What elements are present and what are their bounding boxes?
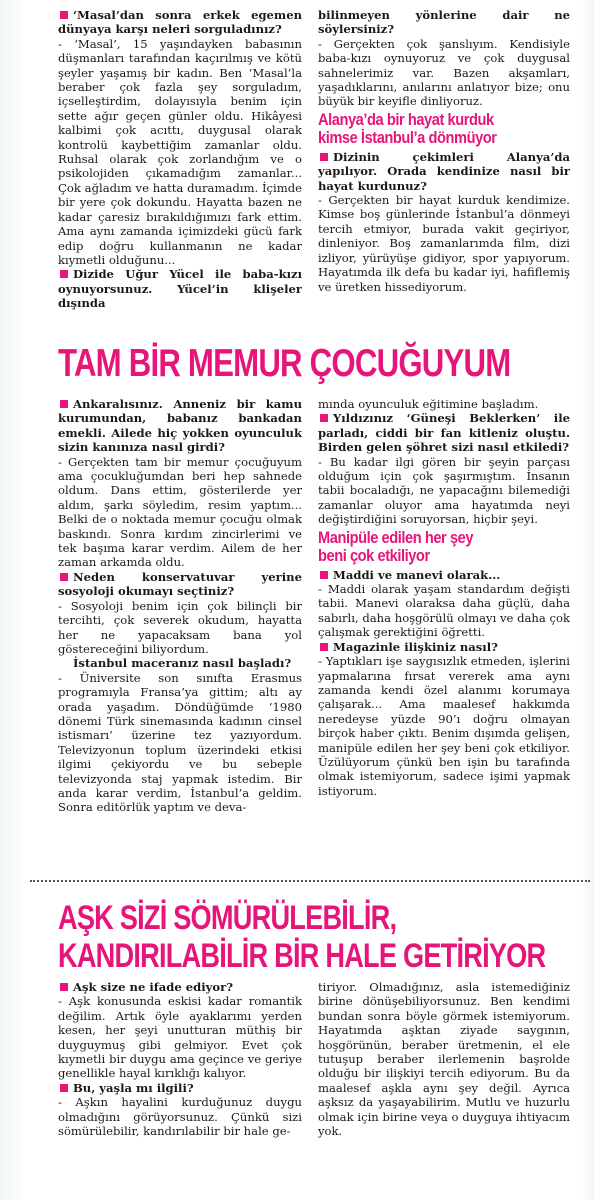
interview-answer: - Gerçekten çok şanslıyım. Kendisiyle baba-kızı oynuyoruz ve çok duygusal sahnelerimiz var. Bazen akşamları, yaşadıklarını, anılarını anlatıyor bize; onu büyük bir keyifle dinliyoruz. xyxy=(318,36,570,109)
interview-answer: - Maddi olarak yaşam standardım değişti tabii. Manevi olaraksa daha güçlü, daha sabırlı, daha hoşgörülü olmayı ve daha çok çalışmak gerektiğini öğretti. xyxy=(318,582,570,640)
headline-memur-cocugu: TAM BİR MEMUR ÇOCUĞUYUM xyxy=(58,342,511,385)
interview-question: Dizinin çekimleri Alanya’da yapılıyor. Orada kendinize nasıl bir hayat kurdunuz? xyxy=(318,149,570,193)
section-divider-dotted xyxy=(30,880,590,882)
subheading: Manipüle edilen her şey xyxy=(318,527,474,547)
interview-question: Yıldızınız ‘Güneşi Beklerken’ ile parladı, ciddi bir fan kitleniz oluştu. Birden gelen şöhret sizi nasıl etkiledi? xyxy=(318,411,570,455)
subheading: beni çok etkiliyor xyxy=(318,545,430,565)
interview-question: İstanbul maceranız nasıl başladı? xyxy=(73,656,292,671)
interview-question: Aşk size ne ifade ediyor? xyxy=(58,980,302,994)
section2-left-column xyxy=(58,397,302,877)
headline-ask-line-1: AŞK SİZİ SÖMÜRÜLEBİLİR, xyxy=(58,899,397,937)
interview-answer: - Üniversite son sınıfta Erasmus programıyla Fransa’ya gittim; altı ay orada yaşadım. Döndüğümde ‘1980 dönemi Türk sinemasında kadının cinsel istismarı’ üzerine tez yazıyordum. Televizyonun toplum üzerindeki etkisi ilgimi çekiyordu ve bu sebeple televizyonda staj yapmak istedim. Bir anda karar verdim, İstanbul’a geldim. Sonra editörlük yaptım ve deva- xyxy=(58,670,302,815)
interview-answer: - Gerçekten tam bir memur çocuğuyum ama çocukluğumdan beri hep sahnede oldum. Dans ettim, gösterilerde yer aldım, şarkı söyledim, resim yaptım... Belki de o noktada memur çocuğu olmak baskındı. Sonra kırdım zincirlerimi ve tek başıma karar verdim. Ailem de her zaman arkamda oldu. xyxy=(58,454,302,570)
interview-question: Ankaralısınız. Anneniz bir kamu kurumundan, babanız bankadan emekli. Ailede hiç yokken oyunculuk sizin kanınıza nasıl girdi? xyxy=(58,397,302,455)
interview-question: Magazinle ilişkiniz nasıl? xyxy=(318,640,570,654)
headline-ask-line-2: KANDIRILABİLİR BİR HALE GETİRİYOR xyxy=(58,937,546,975)
interview-answer: - Gerçekten bir hayat kurduk kendimize. Kimse boş günlerinde İstanbul’a dönmeyi tercih etmiyor, burada vakit geçiriyor, dinleniyor. Boş zamanlarımda film, dizi izliyor, yürüyüşe gidiyor, spor yapıyorum. Hayatımda ilk defa bu kadar iyi, hafiflemiş ve üretken hissediyorum. xyxy=(318,193,570,294)
interview-answer: - Aşkın hayalini kurduğunuz duygu olmadığını görüyorsunuz. Çünkü sizi sömürülebilir, kandırılabilir bir hale ge- xyxy=(58,1095,302,1139)
interview-question: ‘Masal’dan sonra erkek egemen dünyaya karşı neleri sorguladınız? xyxy=(58,8,302,37)
interview-question: bilinmeyen yönlerine dair ne söylersiniz? xyxy=(318,8,570,37)
subheading: Alanya’da bir hayat kurduk xyxy=(318,109,494,129)
interview-question: Neden konservatuvar yerine sosyoloji okumayı seçtiniz? xyxy=(58,569,302,599)
interview-answer: - Aşk konusunda eskisi kadar romantik değilim. Artık öyle ayaklarımı yerden kesen, her şeyi unutturan müthiş bir duyguymuş gibi gelmiyor. Evet çok kıymetli bir duygu ama geçince ve geriye genellikle hayal kırıklığı kalıyor. xyxy=(58,994,302,1081)
interview-question: Maddi ve manevi olarak... xyxy=(318,568,570,582)
interview-answer: - ‘Masal’, 15 yaşındayken babasının düşmanları tarafından kaçırılmış ve kötü şeyler yaşamış bir kadın. Ben ‘Masal’la beraber çok fazla şey sorguladım, içselleştirdim, dolayısıyla benim için sette ağır geçen günler oldu. Hikâyesi kalbimi çok acıttı, duygusal olarak kontrolü kaybettiğim zamanlar oldu. Ruhsal olarak çok zorlandığım ve o psikolojiden çıkamadığım zamanlar... Çok ağladım ve hatta duramadım. İçimde bir yere çok dokundu. Hayatta bazen ne kadar çaresiz bırakıldığımızı fark ettim. Ama aynı zamanda içimizdeki gücü fark edip doğru kullanmanın ne kadar kıymetli olduğunu... xyxy=(58,36,302,267)
section1-left-column xyxy=(58,8,302,336)
section3-left-column xyxy=(58,980,302,1195)
interview-answer: - Yaptıkları işe saygısızlık etmeden, işlerini yapmalarına fırsat vererek ama aynı zamanda kendi özel alanımı korumaya çalışarak... Ama maalesef hakkımda neredeyse yüzde 90’ı doğru olmayan birçok haber çıktı. Benim dışımda gelişen, manipüle edilen her şey beni çok etkiliyor. Üzülüyorum çünkü ben işin bu tarafında olmak istemiyorum, sadece işimi yapmak istiyorum. xyxy=(318,654,570,798)
interview-answer: - Sosyoloji benim için çok bilinçli bir tercihti, çok severek okudum, hayatta her ne yapacaksam bana yol göstereceğini biliyordum. xyxy=(58,598,302,656)
page-right-edge xyxy=(582,0,594,1200)
subheading: kimse İstanbul’a dönmüyor xyxy=(318,127,497,147)
interview-question: Bu, yaşla mı ilgili? xyxy=(58,1081,302,1095)
section3-right-column xyxy=(318,980,570,1195)
interview-question: Dizide Uğur Yücel ile baba-kızı oynuyorsunuz. Yücel’in klişeler dışında xyxy=(58,267,302,311)
section1-right-column xyxy=(318,8,570,336)
interview-answer: tiriyor. Olmadığınız, asla istemediğiniz birine dönüşebiliyorsunuz. Ben kendimi bundan sonra böyle görmek istemiyorum. Hayatımda aşktan ziyade saygının, hoşgörünün, beraber üretmenin, el ele tutuşup beraber ilerlemenin başrolde olduğu bir ilişkiyi tercih ediyorum. Bu da maalesef aşkla aynı şey değil. Ayrıca aşksız da yaşayabilirim. Mutlu ve huzurlu olmak için birine veya o duyguya ihtiyacım yok. xyxy=(318,980,570,1139)
interview-answer: mında oyunculuk eğitimine başladım. xyxy=(318,397,539,411)
section2-right-column xyxy=(318,397,570,877)
interview-answer: - Bu kadar ilgi gören bir şeyin parçası olduğum için çok şaşırmıştım. İnsanın tabii bocaladığı, ne yapacağını bilemediği zamanlar oluyor ama hayatımda neyi değiştirdiğini soruyorsan, hiçbir şeyi. xyxy=(318,454,570,527)
page-left-edge xyxy=(0,0,26,1200)
